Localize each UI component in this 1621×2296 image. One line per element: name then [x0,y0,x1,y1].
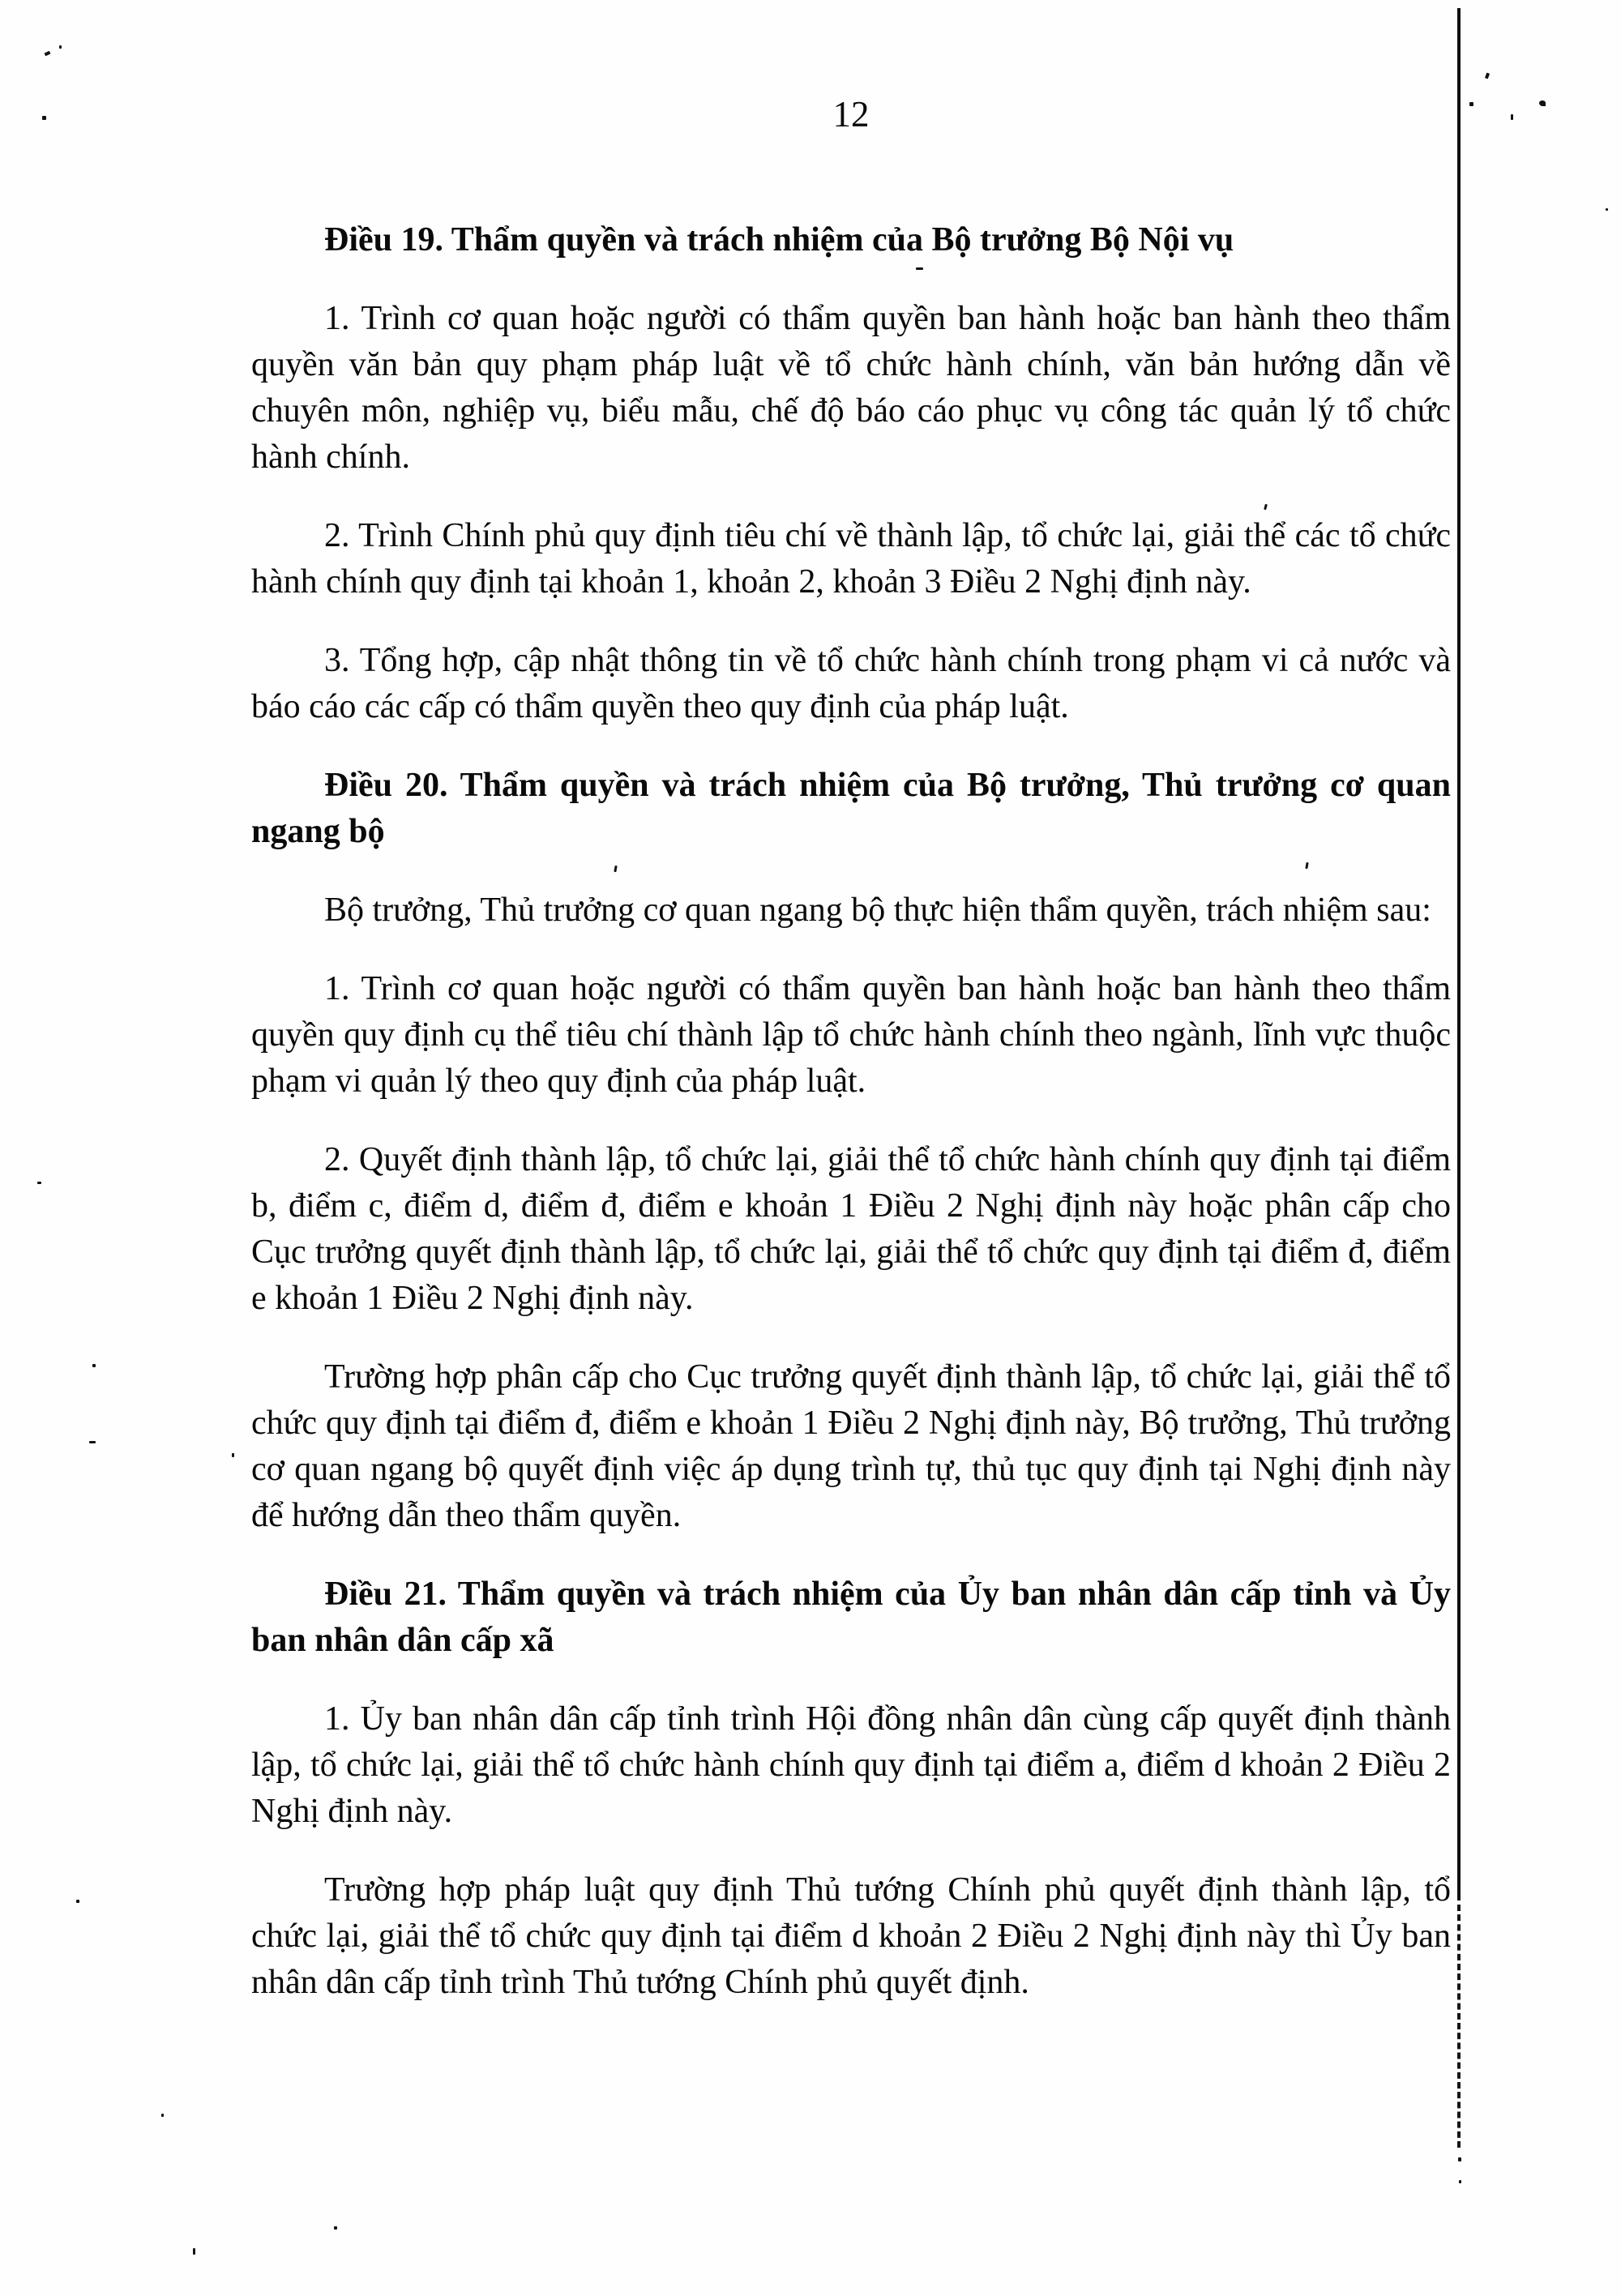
scan-speck [37,1182,41,1184]
article-20-heading: Điều 20. Thẩm quyền và trách nhiệm của Bộ trưởng, Thủ trưởng cơ quan ngang bộ [251,767,1451,850]
scan-speck [1606,208,1608,211]
article-20-clause-2: 2. Quyết định thành lập, tổ chức lại, giải thể tổ chức hành chính quy định tại điểm b, điểm c, điểm d, điểm đ, điểm e khoản 1 Điều 2 Nghị định này hoặc phân cấp cho Cục trưởng quyết định thành lập, tổ chức lại, giải thể tổ chức quy định tại điểm đ, điểm e khoản 1 Điều 2 Nghị định này. [251,1141,1451,1317]
scan-speck [1469,102,1473,106]
scan-speck [76,1900,79,1903]
article-20-clause-1: 1. Trình cơ quan hoặc người có thẩm quyền ban hành hoặc ban hành theo thẩm quyền quy định cụ thể tiêu chí thành lập tổ chức hành chính theo ngành, lĩnh vực thuộc phạm vi quản lý theo quy định của pháp luật. [251,970,1451,1100]
scan-speck [232,1453,234,1457]
scan-speck [193,2248,195,2255]
article-19-clause-2: 2. Trình Chính phủ quy định tiêu chí về thành lập, tổ chức lại, giải thể các tổ chức hành chính quy định tại khoản 1, khoản 2, khoản 3 Điều 2 Nghị định này. [251,517,1451,601]
scan-speck [1511,114,1513,120]
scan-speck [1458,2157,1461,2161]
scan-speck [1539,100,1546,106]
scan-speck [89,1441,96,1443]
article-20-clause-2-note: Trường hợp phân cấp cho Cục trưởng quyết định thành lập, tổ chức lại, giải thể tổ chức quy định tại điểm đ, điểm e khoản 1 Điều 2 Nghị định này, Bộ trưởng, Thủ trưởng cơ quan ngang bộ quyết định việc áp dụng trình tự, thủ tục quy định tại Nghị định này để hướng dẫn theo thẩm quyền. [251,1358,1451,1534]
document-body [251,217,1451,2038]
page-number: 12 [832,94,870,135]
scan-speck [92,1364,96,1367]
article-21-heading: Điều 21. Thẩm quyền và trách nhiệm của Ủy ban nhân dân cấp tỉnh và Ủy ban nhân dân cấp xã [251,1576,1451,1659]
scan-artifact-vertical-line-dashed [1457,1905,1461,2148]
scan-speck [334,2226,337,2230]
scan-speck [1485,73,1490,79]
article-21-clause-1: 1. Ủy ban nhân dân cấp tỉnh trình Hội đồng nhân dân cùng cấp quyết định thành lập, tổ chức lại, giải thể tổ chức hành chính quy định tại điểm a, điểm d khoản 2 Điều 2 Nghị định này. [251,1700,1451,1830]
scan-speck [42,116,46,120]
scan-speck [161,2114,164,2117]
scan-speck [59,45,62,49]
scan-speck [916,267,923,270]
article-19-clause-3: 3. Tổng hợp, cập nhật thông tin về tổ chức hành chính trong phạm vi cả nước và báo cáo các cấp có thẩm quyền theo quy định của pháp luật. [251,642,1451,725]
article-20-intro: Bộ trưởng, Thủ trưởng cơ quan ngang bộ thực hiện thẩm quyền, trách nhiệm sau: [324,891,1431,929]
article-19-heading: Điều 19. Thẩm quyền và trách nhiệm của Bộ trưởng Bộ Nội vụ [324,221,1234,259]
scan-speck [44,51,50,57]
scan-speck [1459,2180,1461,2183]
article-21-clause-1-note: Trường hợp pháp luật quy định Thủ tướng Chính phủ quyết định thành lập, tổ chức lại, giải thể tổ chức quy định tại điểm d khoản 2 Điều 2 Nghị định này thì Ủy ban nhân dân cấp tỉnh trình Thủ tướng Chính phủ quyết định. [251,1871,1451,2001]
scan-artifact-vertical-line [1457,8,1461,1901]
article-19-clause-1: 1. Trình cơ quan hoặc người có thẩm quyền ban hành hoặc ban hành theo thẩm quyền văn bản quy phạm pháp luật về tổ chức hành chính, văn bản hướng dẫn về chuyên môn, nghiệp vụ, biểu mẫu, chế độ báo cáo phục vụ công tác quản lý tổ chức hành chính. [251,300,1451,476]
